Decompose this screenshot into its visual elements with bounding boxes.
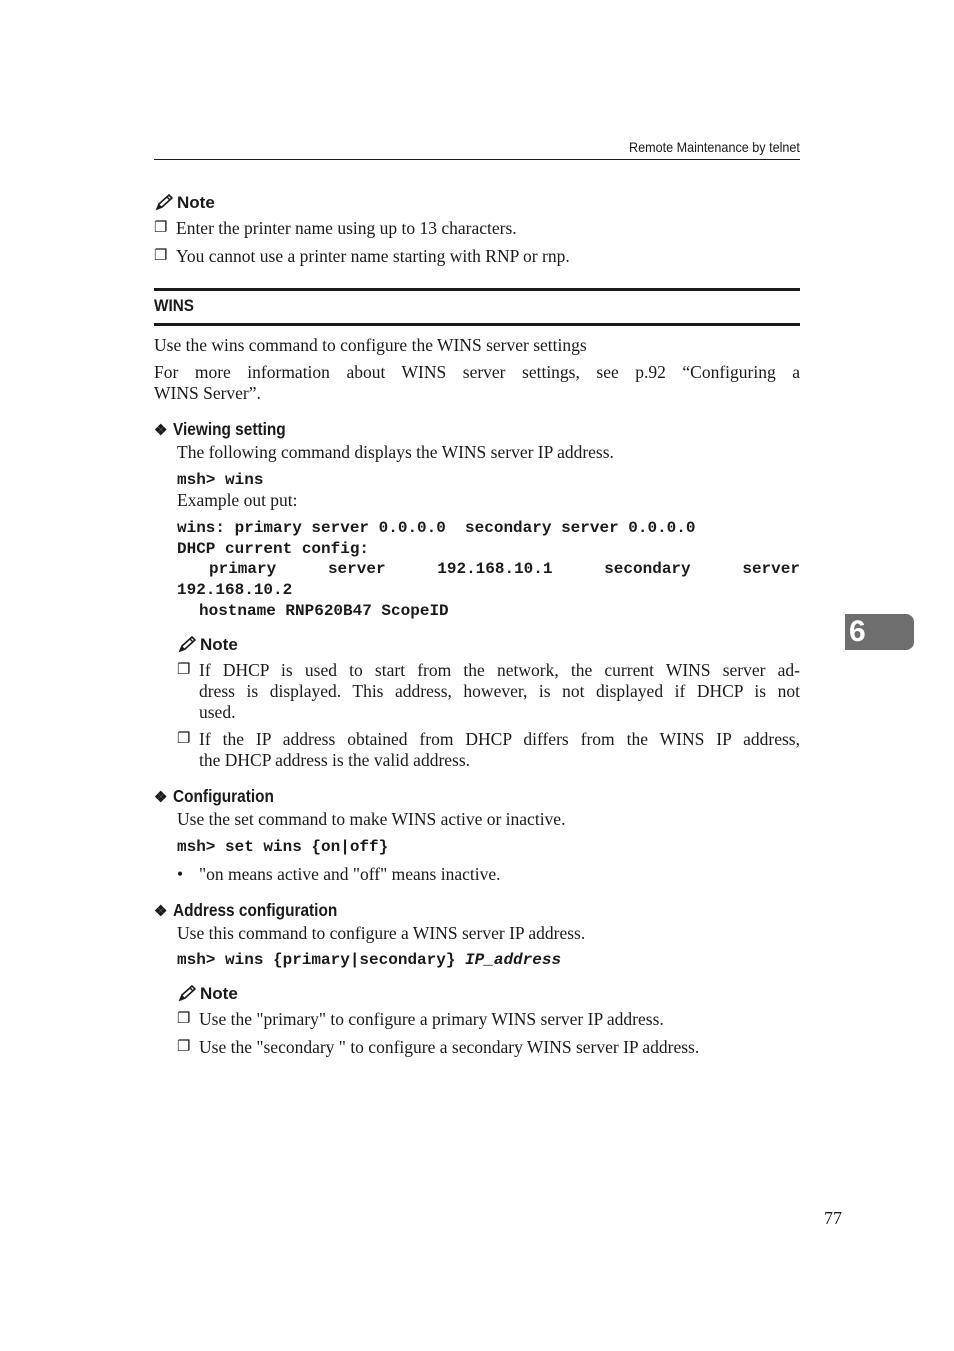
configuration-command: msh> set wins {on|off} (177, 838, 389, 856)
viewing-desc: The following command displays the WINS server IP address. (177, 442, 614, 462)
note-line: If DHCP is used to start from the network, the current WINS server ad- (199, 660, 800, 680)
dot-bullet-icon: • (177, 864, 184, 884)
configuration-heading-text: Configuration (173, 786, 275, 806)
note-line: used. (199, 702, 236, 722)
diamond-bullet-icon: ❖ (154, 421, 168, 439)
note-line: If the IP address obtained from DHCP differs from the WINS IP address, (199, 729, 800, 749)
checkbox-bullet-icon: ❐ (177, 1039, 191, 1055)
note-item (177, 729, 800, 771)
output-line: hostname RNP620B47 ScopeID (199, 602, 449, 620)
note-line: the DHCP address is the valid address. (199, 750, 471, 770)
address-desc: Use this command to configure a WINS server IP address. (177, 923, 586, 943)
chapter-number: 6 (849, 615, 866, 648)
section-rule-bottom (154, 323, 800, 326)
note-item (177, 660, 800, 723)
output-word: primary (209, 560, 277, 578)
output-word: 192.168.10.1 (437, 560, 553, 578)
header-rule (154, 159, 800, 160)
example-label: Example out put: (177, 490, 298, 510)
checkbox-bullet-icon: ❐ (154, 248, 168, 264)
list-item (177, 864, 501, 885)
output-line: 192.168.10.2 (177, 581, 293, 599)
output-word: server (742, 560, 800, 578)
checkbox-bullet-icon: ❐ (177, 731, 191, 747)
note-line: dress is displayed. This address, however, is not displayed if DHCP is not (199, 681, 800, 701)
note-item (154, 218, 800, 239)
note-item-text: Use the "secondary " to configure a secondary WINS server IP address. (199, 1037, 700, 1057)
address-command-text: msh> wins {primary|secondary} (177, 951, 466, 969)
diamond-bullet-icon: ❖ (154, 902, 168, 920)
address-heading-text: Address configuration (173, 900, 338, 920)
address-command (177, 951, 561, 969)
note-item-text: You cannot use a printer name starting with RNP or rnp. (176, 246, 570, 266)
note-heading (177, 984, 238, 1004)
output-line: DHCP current config: (177, 540, 370, 558)
running-head: Remote Maintenance by telnet (629, 139, 800, 155)
note-item-text: Use the "primary" to configure a primary WINS server IP address. (199, 1009, 664, 1029)
checkbox-bullet-icon: ❐ (177, 662, 191, 678)
section-intro-2 (154, 362, 800, 404)
diamond-bullet-icon: ❖ (154, 788, 168, 806)
note-label: Note (177, 193, 215, 212)
address-heading (154, 900, 360, 921)
pencil-icon (177, 985, 197, 1003)
section-intro: Use the wins command to configure the WINS server settings (154, 335, 587, 355)
note-label: Note (200, 984, 238, 1003)
intro-line: For more information about WINS server settings, see p.92 “Configuring a (154, 362, 800, 382)
pencil-icon (154, 194, 174, 212)
note-item (154, 246, 800, 267)
note-heading (177, 635, 238, 655)
viewing-heading (154, 419, 301, 440)
output-line-justified (209, 560, 800, 578)
output-line: wins: primary server 0.0.0.0 secondary server 0.0.0.0 (177, 519, 696, 537)
checkbox-bullet-icon: ❐ (154, 220, 168, 236)
page-number: 77 (824, 1208, 842, 1228)
note-item (177, 1009, 800, 1030)
note-heading (154, 193, 215, 213)
note-label: Note (200, 635, 238, 654)
output-word: server (327, 560, 386, 578)
list-item-text: "on means active and "off" means inactive. (199, 864, 501, 884)
section-title: WINS (154, 296, 194, 315)
note-item (177, 1037, 800, 1058)
intro-line: WINS Server”. (154, 383, 261, 403)
output-word: secondary (604, 560, 691, 578)
configuration-heading (154, 786, 288, 807)
checkbox-bullet-icon: ❐ (177, 1011, 191, 1027)
section-rule-top (154, 288, 800, 291)
configuration-desc: Use the set command to make WINS active or inactive. (177, 809, 566, 829)
note-item-text: Enter the printer name using up to 13 characters. (176, 218, 517, 238)
viewing-command: msh> wins (177, 471, 264, 489)
pencil-icon (177, 636, 197, 654)
viewing-heading-text: Viewing setting (173, 419, 287, 439)
chapter-tab (845, 614, 914, 650)
address-command-arg: IP_address (465, 951, 562, 969)
